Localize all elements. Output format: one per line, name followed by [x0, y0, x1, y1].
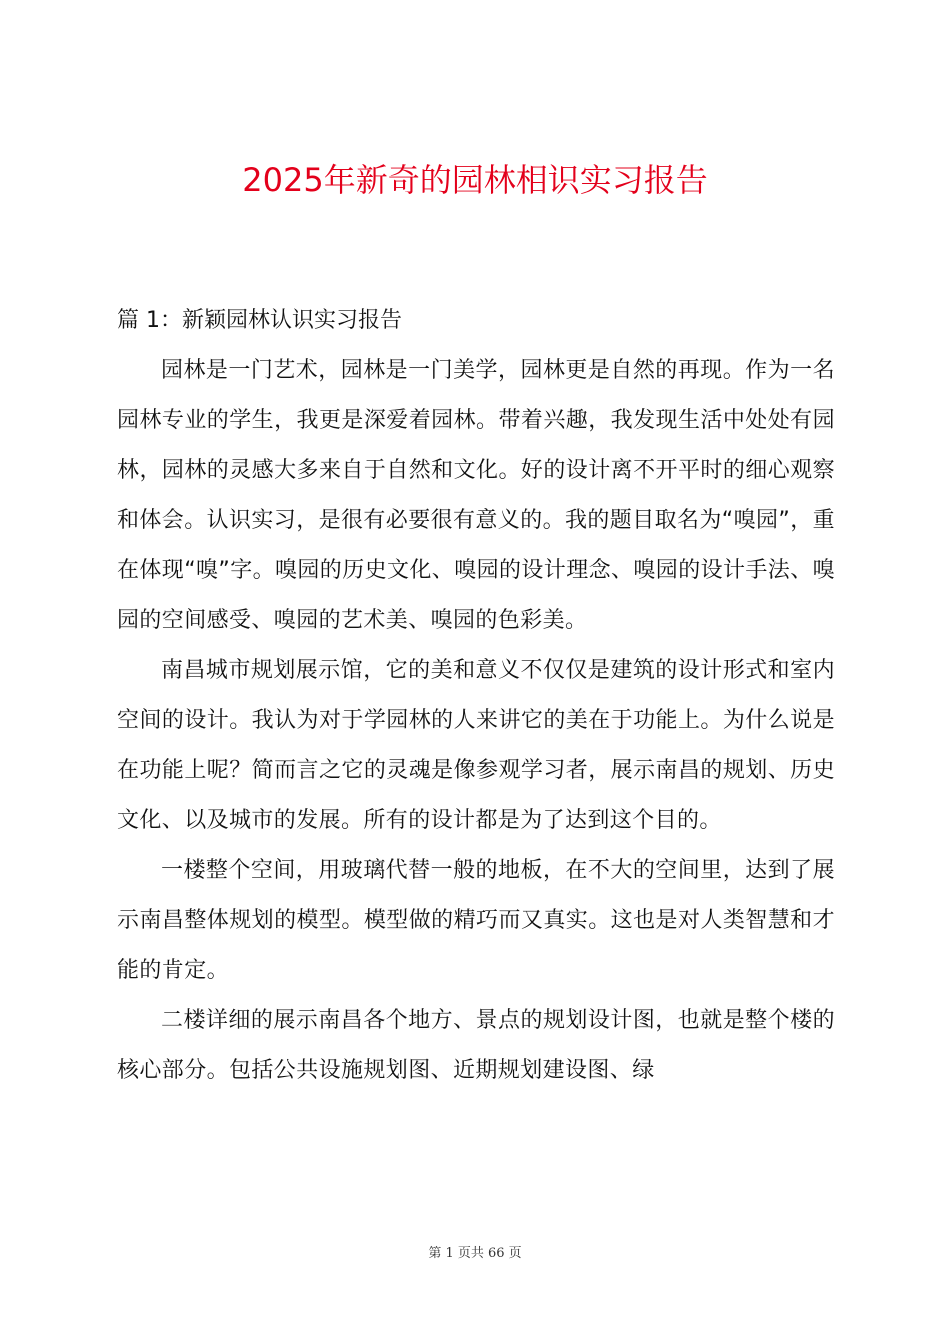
section-heading: 篇 1：新颖园林认识实习报告: [117, 308, 402, 333]
body-paragraph: 一楼整个空间，用玻璃代替一般的地板，在不大的空间里，达到了展示南昌整体规划的模型。模型做的精巧而又真实。这也是对人类智慧和才能的肯定。: [117, 858, 835, 983]
page-number-footer: 第 1 页共 66 页: [428, 1246, 522, 1261]
document-body: [117, 296, 835, 1096]
body-paragraph: 南昌城市规划展示馆，它的美和意义不仅仅是建筑的设计形式和室内空间的设计。我认为对于学园林的人来讲它的美在于功能上。为什么说是在功能上呢？简而言之它的灵魂是像参观学习者，展示南昌的规划、历史文化、以及城市的发展。所有的设计都是为了达到这个目的。: [117, 658, 835, 833]
body-paragraph: 二楼详细的展示南昌各个地方、景点的规划设计图，也就是整个楼的核心部分。包括公共设施规划图、近期规划建设图、绿: [117, 1008, 835, 1083]
document-title: 2025年新奇的园林相识实习报告: [242, 161, 708, 199]
body-paragraph: 园林是一门艺术，园林是一门美学，园林更是自然的再现。作为一名园林专业的学生，我更是深爱着园林。带着兴趣，我发现生活中处处有园林，园林的灵感大多来自于自然和文化。好的设计离不开平时的细心观察和体会。认识实习，是很有必要很有意义的。我的题目取名为“嗅园”，重在体现“嗅”字。嗅园的历史文化、嗅园的设计理念、嗅园的设计手法、嗅园的空间感受、嗅园的艺术美、嗅园的色彩美。: [117, 358, 835, 633]
